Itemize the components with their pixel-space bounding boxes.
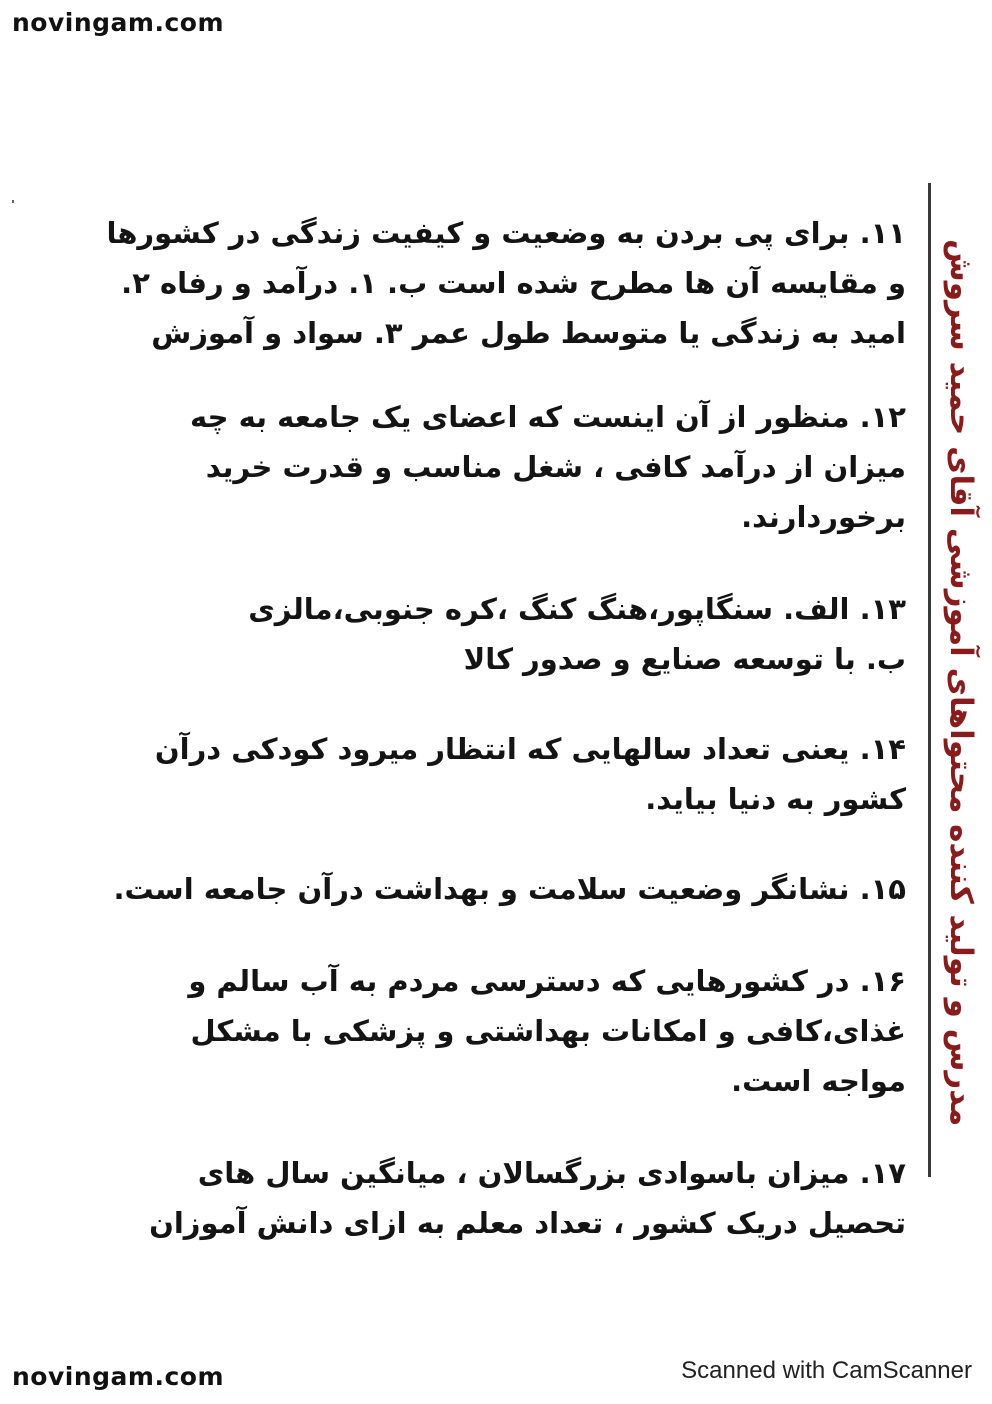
answer-line: کشور به دنیا بیاید. [645,782,906,816]
answer-17 [40,1148,906,1248]
answer-line: مواجه است. [731,1064,906,1098]
answer-15 [40,864,906,914]
answer-line: ۱۶. در کشورهایی که دسترسی مردم به آب سالم و [188,964,906,998]
scanner-note: Scanned with CamScanner [681,1357,972,1384]
answer-line: ۱۷. میزان باسوادی بزرگسالان ، میانگین سال های [197,1156,906,1190]
answer-11 [40,208,906,358]
answer-line: برخوردارند. [741,500,906,534]
answer-line: ب. با توسعه صنایع و صدور کالا [463,642,906,676]
answer-line: ۱۳. الف. سنگاپور،هنگ کنگ ،کره جنوبی،مالزی [248,592,906,626]
answer-line: ۱۵. نشانگر وضعیت سلامت و بهداشت درآن جامعه است. [113,872,906,906]
answer-16 [40,956,906,1106]
answer-14 [40,724,906,824]
answer-line: ۱۴. یعنی تعداد سالهایی که انتظار میرود کودکی درآن [154,732,906,766]
answer-12 [40,392,906,542]
answer-list [40,208,906,1248]
answer-line: تحصیل دریک کشور ، تعداد معلم به ازای دانش آموزان [149,1206,906,1240]
side-title: مدرس و تولید کننده محتواهای آموزشی آقای حمید سروش [943,238,979,1127]
answer-13 [40,584,906,684]
site-watermark-top: novingam.com [12,8,224,37]
site-watermark-bottom: novingam.com [12,1362,224,1391]
answer-line: ۱۱. برای پی بردن به وضعیت و کیفیت زندگی در کشورها [106,216,906,250]
side-title-strip [930,185,992,1180]
answer-line: ۱۲. منظور از آن اینست که اعضای یک جامعه به چه [190,400,906,434]
answer-line: امید به زندگی یا متوسط طول عمر ۳. سواد و آموزش [151,316,906,350]
answer-line: غذای،کافی و امکانات بهداشتی و پزشکی با مشکل [190,1014,906,1048]
answer-line: میزان از درآمد کافی ، شغل مناسب و قدرت خرید [205,450,906,484]
scan-speck [12,200,14,203]
answer-line: و مقایسه آن ها مطرح شده است ب. ۱. درآمد و رفاه ۲. [121,266,906,300]
